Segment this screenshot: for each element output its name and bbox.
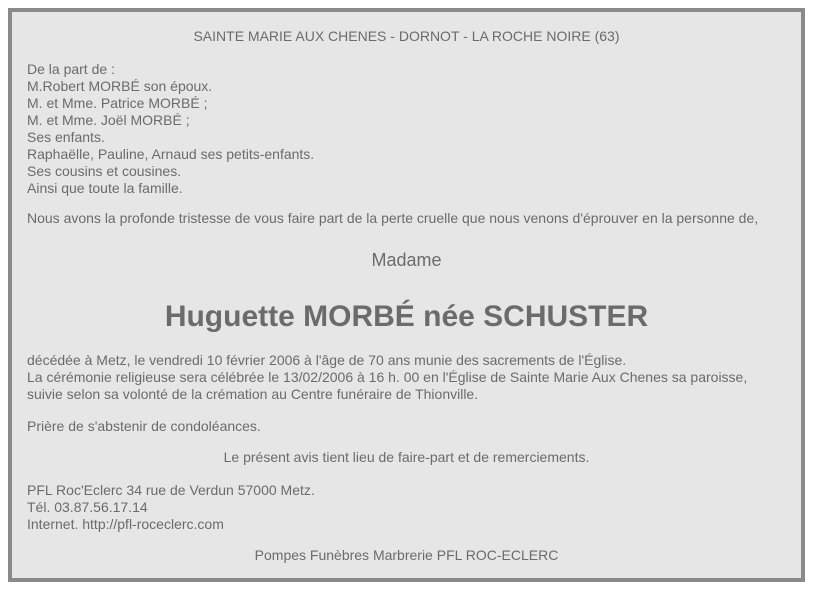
family-line-son-1: M. et Mme. Patrice MORBÉ ; [27, 95, 208, 111]
notice-note: Le présent avis tient lieu de faire-part et de remerciements. [223, 449, 590, 465]
intro-sentence: Nous avons la profonde tristesse de vous faire part de la perte cruelle que nous venons d'éprouver en la personne de, [27, 210, 759, 226]
obituary-notice [8, 8, 805, 582]
ceremony-details: La cérémonie religieuse sera célébrée le 13/02/2006 à 16 h. 00 en l'Église de Sainte Marie Aux Chenes sa paroisse, [27, 369, 748, 385]
deceased-name: Huguette MORBÉ née SCHUSTER [164, 300, 649, 333]
footer-company: Pompes Funèbres Marbrerie PFL ROC-ECLERC [254, 547, 559, 563]
family-line-son-2: M. et Mme. Joël MORBÉ ; [27, 112, 190, 128]
contact-phone: Tél. 03.87.56.17.14 [27, 499, 148, 515]
family-line-children: Ses enfants. [27, 129, 105, 145]
family-line-husband: M.Robert MORBÉ son époux. [27, 78, 213, 94]
contact-address: PFL Roc'Eclerc 34 rue de Verdun 57000 Metz. [27, 482, 315, 498]
death-details: décédée à Metz, le vendredi 10 février 2006 à l'âge de 70 ans munie des sacrements de l'Église. [27, 352, 627, 368]
family-line-cousins: Ses cousins et cousines. [27, 163, 182, 179]
contact-website: Internet. http://pfl-roceclerc.com [27, 516, 224, 532]
location-header: SAINTE MARIE AUX CHENES - DORNOT - LA ROCHE NOIRE (63) [193, 28, 620, 44]
family-line-family: Ainsi que toute la famille. [27, 180, 183, 196]
honorific: Madame [371, 250, 442, 270]
condolences-note: Prière de s'abstenir de condoléances. [27, 418, 261, 434]
family-line-from: De la part de : [27, 61, 115, 77]
family-line-grandchildren: Raphaëlle, Pauline, Arnaud ses petits-enfants. [27, 146, 315, 162]
cremation-details: suivie selon sa volonté de la crémation au Centre funéraire de Thionville. [27, 386, 479, 402]
